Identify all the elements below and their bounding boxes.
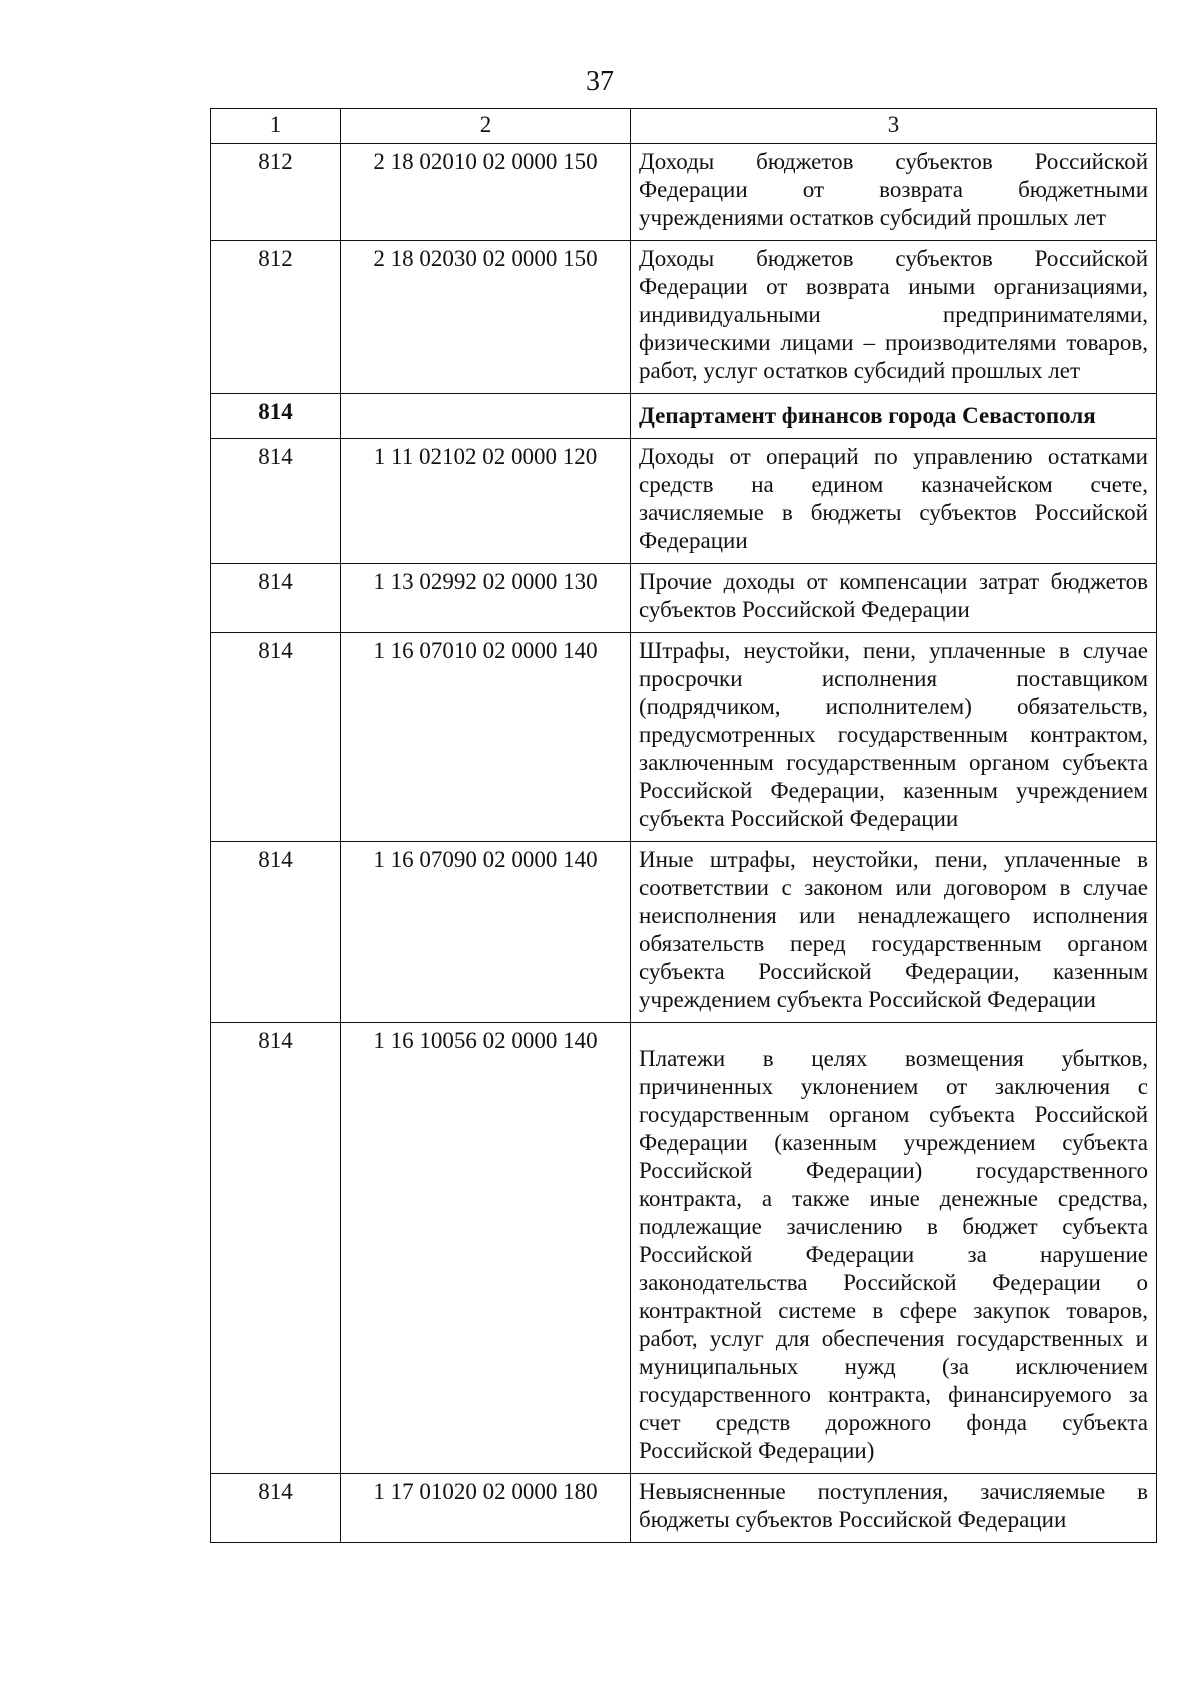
description-cell: Доходы бюджетов субъектов Российской Федерации от возврата бюджетными учреждениями остатков субсидий прошлых лет	[631, 144, 1157, 241]
admin-code-cell: 814	[211, 633, 341, 842]
revenue-code-cell: 2 18 02010 02 0000 150	[341, 144, 631, 241]
admin-code-cell: 814	[211, 439, 341, 564]
admin-code-cell: 812	[211, 241, 341, 394]
revenue-code-cell: 1 17 01020 02 0000 180	[341, 1474, 631, 1543]
revenue-code-cell: 1 16 07090 02 0000 140	[341, 842, 631, 1023]
revenue-code-cell: 1 13 02992 02 0000 130	[341, 564, 631, 633]
revenue-code-cell	[341, 394, 631, 439]
column-header-3: 3	[631, 109, 1157, 144]
section-heading-cell: Департамент финансов города Севастополя	[631, 394, 1157, 439]
column-header-1: 1	[211, 109, 341, 144]
description-cell: Прочие доходы от компенсации затрат бюджетов субъектов Российской Федерации	[631, 564, 1157, 633]
description-cell: Невыясненные поступления, зачисляемые в бюджеты субъектов Российской Федерации	[631, 1474, 1157, 1543]
table-row	[211, 564, 1157, 633]
table-row	[211, 1474, 1157, 1543]
description-cell: Иные штрафы, неустойки, пени, уплаченные в соответствии с законом или договором в случае неисполнения или ненадлежащего исполнения обязательств перед государственным органом субъекта Российской Федерации, казенным учреждением субъекта Российской Федерации	[631, 842, 1157, 1023]
admin-code-cell: 814	[211, 394, 341, 439]
admin-code-cell: 814	[211, 1474, 341, 1543]
description-cell: Платежи в целях возмещения убытков, причиненных уклонением от заключения с государственным органом субъекта Российской Федерации (казенным учреждением субъекта Российской Федерации) государственного контракта, а также иные денежные средства, подлежащие зачислению в бюджет субъекта Российской Федерации за нарушение законодательства Российской Федерации о контрактной системе в сфере закупок товаров, работ, услуг для обеспечения государственных и муниципальных нужд (за исключением государственного контракта, финансируемого за счет средств дорожного фонда субъекта Российской Федерации)	[631, 1023, 1157, 1474]
admin-code-cell: 814	[211, 842, 341, 1023]
table-row-section-heading	[211, 394, 1157, 439]
admin-code-cell: 812	[211, 144, 341, 241]
table-row	[211, 241, 1157, 394]
revenue-code-cell: 1 11 02102 02 0000 120	[341, 439, 631, 564]
admin-code-cell: 814	[211, 1023, 341, 1474]
table-row	[211, 439, 1157, 564]
table-row	[211, 144, 1157, 241]
revenue-code-cell: 2 18 02030 02 0000 150	[341, 241, 631, 394]
revenue-code-cell: 1 16 07010 02 0000 140	[341, 633, 631, 842]
revenue-code-cell: 1 16 10056 02 0000 140	[341, 1023, 631, 1474]
table-row	[211, 842, 1157, 1023]
description-cell: Штрафы, неустойки, пени, уплаченные в случае просрочки исполнения поставщиком (подрядчиком, исполнителем) обязательств, предусмотренных государственным контрактом, заключенным государственным органом субъекта Российской Федерации, казенным учреждением субъекта Российской Федерации	[631, 633, 1157, 842]
admin-code-cell: 814	[211, 564, 341, 633]
table-row	[211, 633, 1157, 842]
description-cell: Доходы бюджетов субъектов Российской Федерации от возврата иными организациями, индивидуальными предпринимателями, физическими лицами – производителями товаров, работ, услуг остатков субсидий прошлых лет	[631, 241, 1157, 394]
column-header-2: 2	[341, 109, 631, 144]
table-header-row	[211, 109, 1157, 144]
revenue-codes-table	[210, 108, 1157, 1543]
table-row	[211, 1023, 1157, 1474]
description-cell: Доходы от операций по управлению остатками средств на едином казначейском счете, зачисляемые в бюджеты субъектов Российской Федерации	[631, 439, 1157, 564]
page-number: 37	[586, 66, 614, 97]
